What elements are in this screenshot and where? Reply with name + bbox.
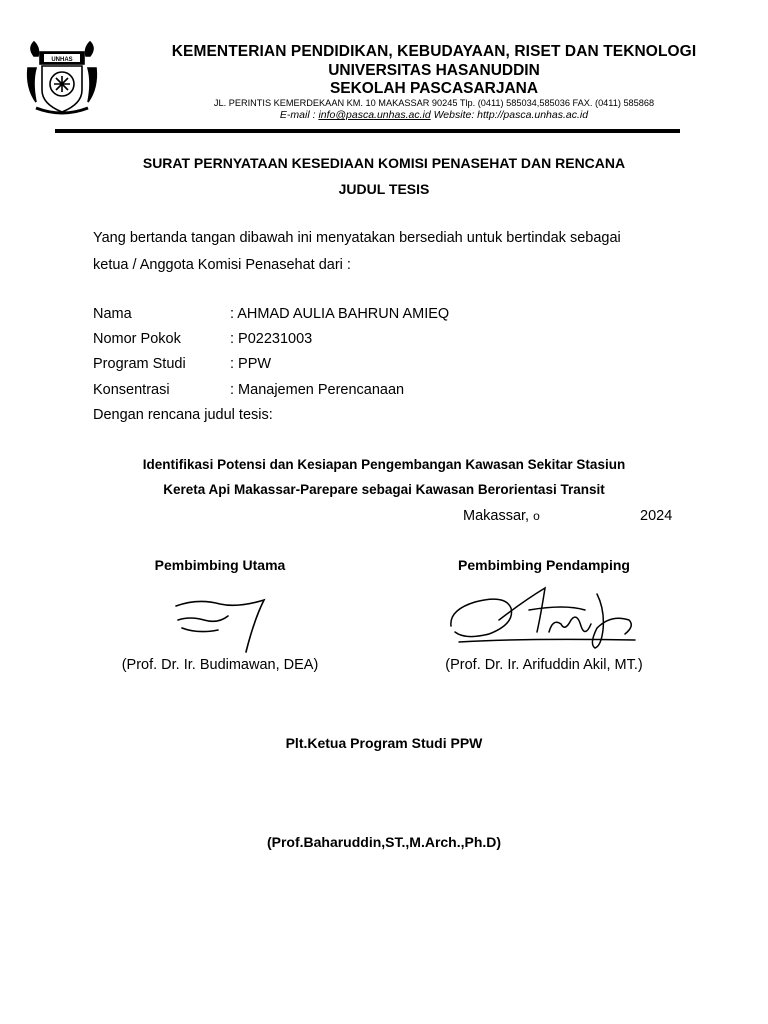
thesis-plan-label: Dengan rencana judul tesis: [93, 407, 273, 423]
university-crest-icon [24, 38, 100, 118]
document-title-line1: SURAT PERNYATAAN KESEDIAAN KOMISI PENASEHAT DAN RENCANA [142, 155, 626, 171]
date-place [463, 508, 540, 524]
ministry-name: KEMENTERIAN PENDIDIKAN, KEBUDAYAAN, RISET DAN TEKNOLOGI [171, 43, 697, 60]
main-supervisor-name: (Prof. Dr. Ir. Budimawan, DEA) [121, 657, 319, 673]
program-value: : PPW [230, 356, 272, 372]
co-supervisor-name: (Prof. Dr. Ir. Arifuddin Akil, MT.) [445, 657, 643, 673]
date-year: 2024 [640, 508, 673, 524]
address-line: JL. PERINTIS KEMERDEKAAN KM. 10 MAKASSAR 90245 Tlp. (0411) 585034,585036 FAX. (0411) 585868 [213, 98, 655, 108]
program-head-heading: Plt.Ketua Program Studi PPW [285, 735, 483, 751]
svg-text:UNHAS: UNHAS [51, 57, 73, 63]
website-link[interactable]: http://pasca.unhas.ac.id [477, 109, 589, 121]
date-mark: o [533, 509, 540, 523]
intro-line1: Yang bertanda tangan dibawah ini menyatakan bersediah untuk bertindak sebagai [93, 230, 621, 246]
email-link[interactable]: info@pasca.unhas.ac.id [318, 109, 431, 121]
document-title-line2: JUDUL TESIS [338, 181, 430, 197]
thesis-title-line1: Identifikasi Potensi dan Kesiapan Pengembangan Kawasan Sekitar Stasiun [142, 457, 626, 472]
student-id-value: : P02231003 [230, 331, 313, 347]
main-supervisor-signature [168, 580, 278, 660]
thesis-title-line2: Kereta Api Makassar-Parepare sebagai Kawasan Berorientasi Transit [163, 482, 605, 497]
website-label: Website: [430, 109, 478, 121]
program-head-name: (Prof.Baharuddin,ST.,M.Arch.,Ph.D) [266, 834, 502, 850]
co-supervisor-signature [445, 580, 640, 655]
date-city: Makassar, [463, 508, 534, 524]
letterhead-divider [55, 129, 680, 133]
contact-line [100, 109, 768, 121]
name-label: Nama [93, 306, 132, 322]
concentration-value: : Manajemen Perencanaan [230, 382, 405, 398]
student-id-label: Nomor Pokok [93, 331, 181, 347]
school-name: SEKOLAH PASCASARJANA [329, 80, 539, 97]
co-supervisor-heading: Pembimbing Pendamping [458, 557, 630, 573]
concentration-label: Konsentrasi [93, 382, 170, 398]
intro-line2: ketua / Anggota Komisi Penasehat dari : [93, 257, 351, 273]
email-label: E-mail : [279, 109, 319, 121]
name-value: : AHMAD AULIA BAHRUN AMIEQ [230, 306, 450, 322]
program-label: Program Studi [93, 356, 186, 372]
university-name: UNIVERSITAS HASANUDDIN [328, 62, 540, 79]
main-supervisor-heading: Pembimbing Utama [154, 557, 286, 573]
